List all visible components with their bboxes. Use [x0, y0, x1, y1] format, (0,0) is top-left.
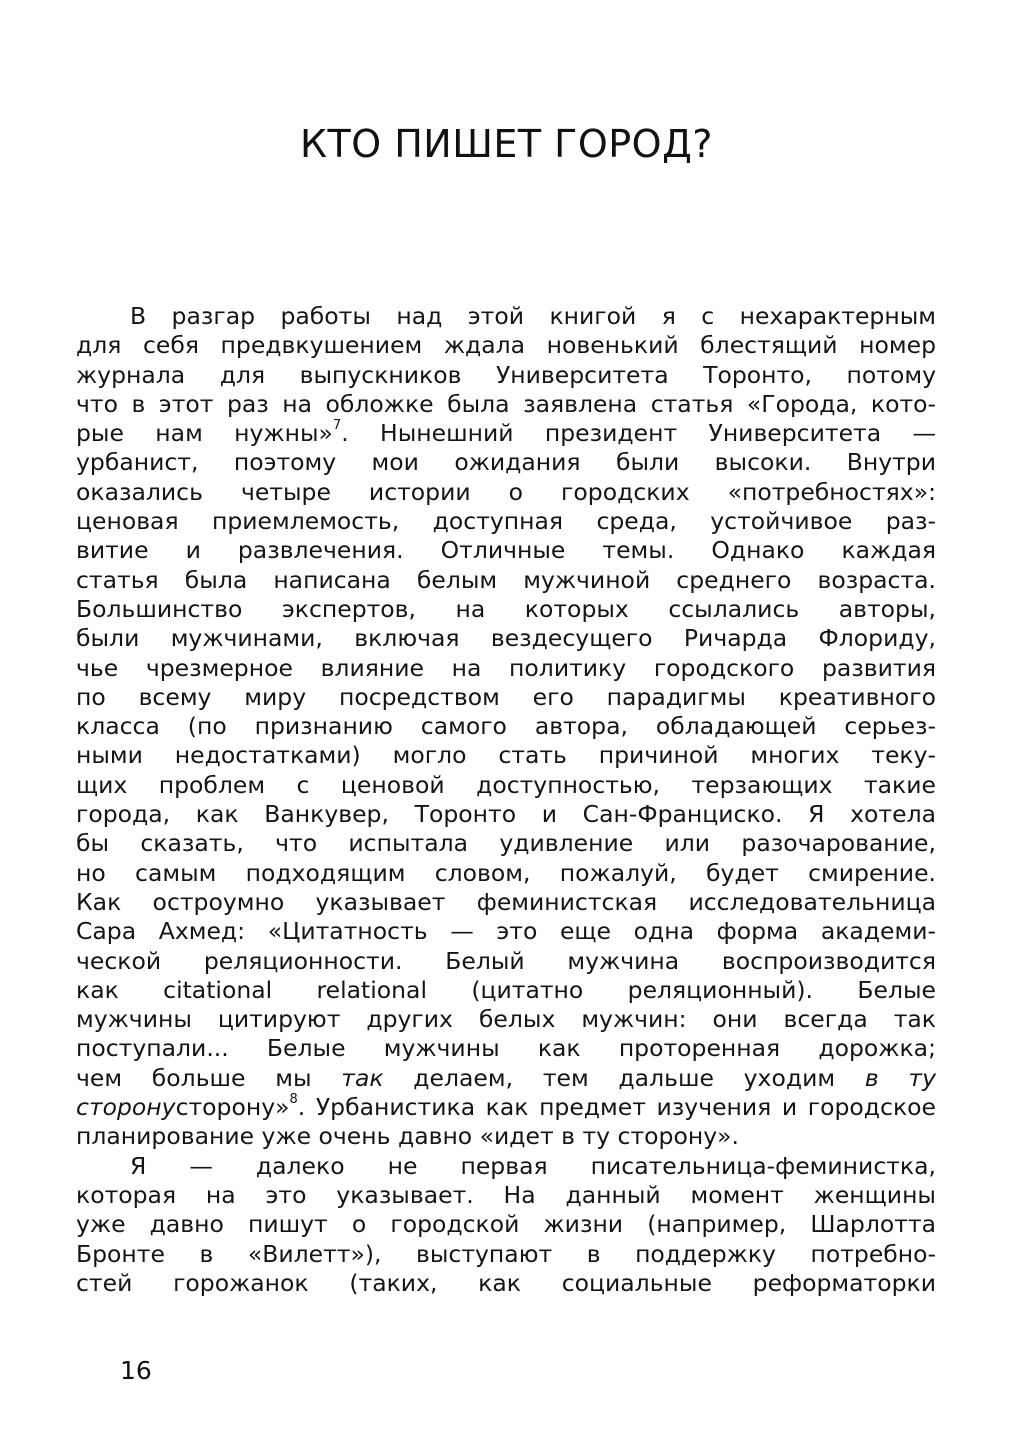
text-line: что в этот раз на обложке была заявлена статья «Города, кото-: [76, 389, 936, 418]
text-line: ческой реляционности. Белый мужчина воспроизводится: [76, 946, 936, 975]
text-line: стей горожанок (таких, как социальные реформаторки: [76, 1268, 936, 1297]
text-fragment: . Урбанистика как предмет изучения и городское: [297, 1093, 936, 1122]
text-line: по всему миру посредством его парадигмы креативного: [76, 682, 936, 711]
text-line: оказались четыре истории о городских «потребностях»:: [76, 477, 936, 506]
text-line: Большинство экспертов, на которых ссылались авторы,: [76, 594, 936, 623]
text-line: поступали... Белые мужчины как проторенная дорожка;: [76, 1034, 936, 1063]
text-line: бы сказать, что испытала удивление или разочарование,: [76, 829, 936, 858]
text-line: витие и развлечения. Отличные темы. Однако каждая: [76, 536, 936, 565]
italic-fragment: в ту: [864, 1063, 936, 1092]
text-line: В разгар работы над этой книгой я с нехарактерным: [130, 302, 936, 330]
italic-fragment: сторону: [76, 1093, 176, 1122]
page-number: 16: [120, 1356, 152, 1385]
text-line: урбанист, поэтому мои ожидания были высоки. Внутри: [76, 448, 936, 477]
text-line: для себя предвкушением ждала новенький блестящий номер: [76, 331, 936, 360]
text-line: Как остроумно указывает феминистская исследовательница: [76, 887, 936, 916]
text-line: чье чрезмерное влияние на политику городского развития: [76, 653, 936, 682]
text-line: статья была написана белым мужчиной среднего возраста.: [76, 565, 936, 594]
italic-fragment: так: [341, 1063, 384, 1092]
text-line: были мужчинами, включая вездесущего Ричарда Флориду,: [76, 624, 936, 653]
text-line: но самым подходящим словом, пожалуй, будет смирение.: [76, 858, 936, 887]
text-line-with-footnote: [76, 419, 936, 448]
footnote-marker[interactable]: 8: [289, 1092, 298, 1108]
text-fragment: рые нам нужны»: [76, 419, 333, 448]
text-line: города, как Ванкувер, Торонто и Сан-Франциско. Я хотела: [76, 800, 936, 829]
text-line: как citational relational (цитатно реляционный). Белые: [76, 975, 936, 1004]
text-line: журнала для выпускников Университета Торонто, потому: [76, 360, 936, 389]
body-text: [76, 302, 936, 1298]
footnote-marker[interactable]: 7: [332, 418, 342, 434]
text-line: которая на это указывает. На данный момент женщины: [76, 1180, 936, 1209]
text-line: щих проблем с ценовой доступностью, терзающих такие: [76, 770, 936, 799]
text-fragment: делаем, тем дальше уходим: [383, 1063, 865, 1092]
text-fragment: чем больше мы: [76, 1063, 342, 1092]
text-line: уже давно пишут о городской жизни (например, Шарлотта: [76, 1210, 936, 1239]
chapter-title: КТО ПИШЕТ ГОРОД?: [300, 122, 713, 166]
text-line: ценовая приемлемость, доступная среда, устойчивое раз-: [76, 507, 936, 536]
text-line-with-footnote: [76, 1093, 936, 1122]
text-line: ными недостатками) могло стать причиной многих теку-: [76, 741, 936, 770]
text-line-with-italics: [76, 1064, 936, 1093]
text-line: класса (по признанию самого автора, обладающей серьез-: [76, 712, 936, 741]
text-line: Сара Ахмед: «Цитатность — это еще одна форма академи-: [76, 917, 936, 946]
text-line: мужчины цитируют других белых мужчин: они всегда так: [76, 1005, 936, 1034]
text-fragment: . Нынешний президент Университета —: [341, 419, 936, 448]
text-fragment: сторону»: [175, 1093, 290, 1122]
text-line: Бронте в «Вилетт»), выступают в поддержку потребно-: [76, 1239, 936, 1268]
text-line: планирование уже очень давно «идет в ту сторону».: [76, 1122, 739, 1151]
text-line: Я — далеко не первая писательница-феминистка,: [130, 1151, 936, 1180]
